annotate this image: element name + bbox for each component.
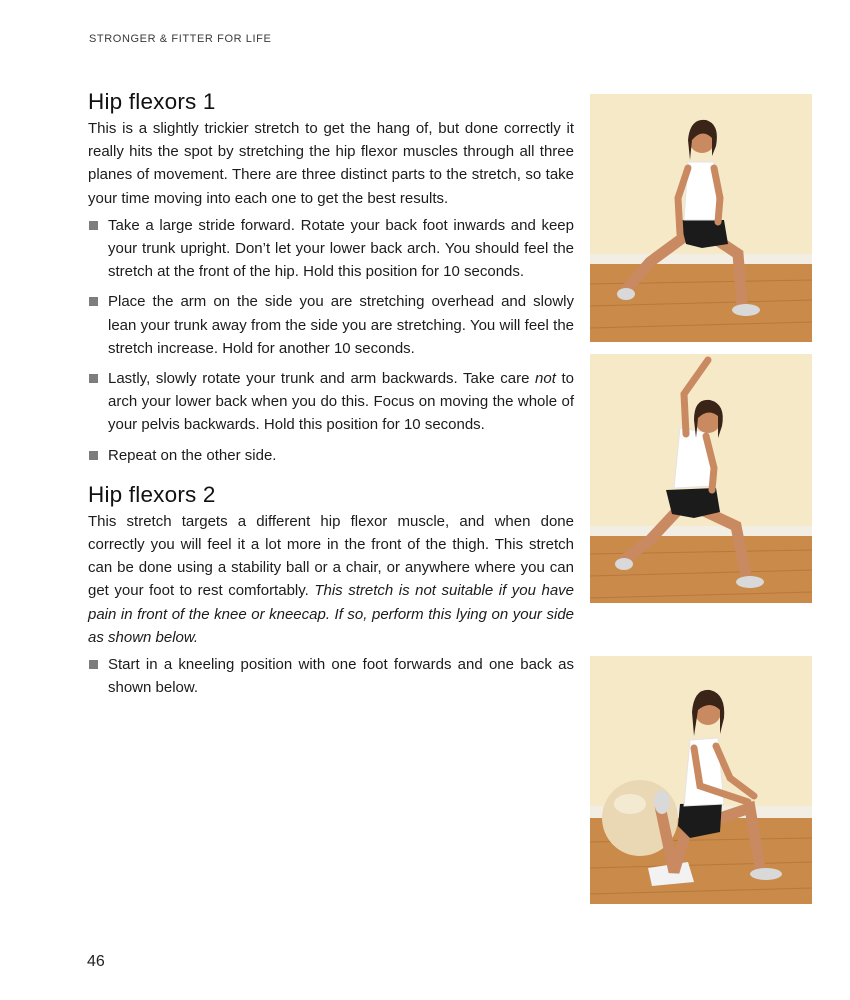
bullet-list: [88, 653, 574, 699]
emphasis-text: not: [535, 370, 556, 388]
section-title-hip-flexors-2: Hip flexors 2: [88, 481, 216, 507]
bullet-text: Start in a kneeling position with one foot forwards and one back as shown below.: [108, 656, 574, 697]
warning-text: This stretch is not suitable if you have pain in front of the knee or kneecap. If so, perform this lying on your side as shown below.: [88, 582, 575, 646]
bullet-square-icon: [89, 374, 98, 383]
photo-kneeling-ball-stretch: [590, 656, 812, 904]
section-title-hip-flexors-1: Hip flexors 1: [88, 89, 216, 114]
photo-lunge-stretch: [590, 94, 812, 342]
bullet-text: [108, 367, 574, 437]
section-hip-flexors-2: [88, 481, 574, 700]
running-head: STRONGER & FITTER FOR LIFE: [89, 33, 272, 45]
list-item: [88, 367, 574, 437]
bullet-text: Repeat on the other side.: [108, 446, 277, 464]
list-item: [88, 214, 574, 284]
photo-overhead-side-stretch: [590, 354, 812, 603]
bullet-text: Place the arm on the side you are stretching overhead and slowly lean your trunk away from the side you are stretching. You will feel the stretch increase. Hold for another 10 seconds.: [108, 293, 574, 357]
bullet-square-icon: [89, 221, 98, 230]
list-item: [88, 444, 574, 467]
list-item: [88, 290, 574, 360]
bullet-text: Take a large stride forward. Rotate your back foot inwards and keep your trunk upright. Don’t let your lower back arch. You should feel the stretch at the front of the hip. Hold this position for 10 seconds.: [108, 216, 574, 281]
page-number: 46: [87, 953, 105, 970]
bullet-text-part: to arch your lower back when you do this. Focus on moving the whole of your pelvis backwards. Hold this position for 10 seconds.: [108, 370, 574, 434]
text-column: [88, 88, 574, 706]
intro-text: This stretch targets a different hip flexor muscle, and when done correctly you will feel it a lot more in the front of the thigh. This stretch can be done using a stability ball or a chair, or anywhere where you can get your foot to rest comfortably.: [88, 512, 574, 600]
section-intro: [88, 510, 574, 649]
list-item: [88, 653, 574, 699]
bullet-text-part: Lastly, slowly rotate your trunk and arm backwards. Take care: [108, 370, 536, 388]
bullet-square-icon: [89, 451, 98, 460]
section-intro: This is a slightly trickier stretch to get the hang of, but done correctly it really hits the spot by stretching the hip flexor muscles through all three planes of movement. There are three distinct parts to the stretch, so take your time moving into each one to get the best results.: [88, 120, 574, 207]
bullet-list: [88, 214, 574, 467]
bullet-square-icon: [89, 660, 98, 669]
bullet-square-icon: [89, 297, 98, 306]
